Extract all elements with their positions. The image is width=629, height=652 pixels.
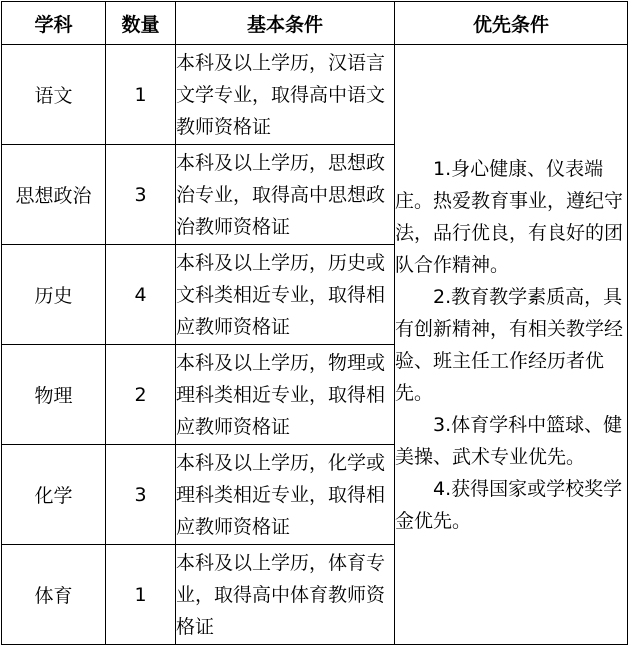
header-row: [2, 2, 628, 45]
header-preferred-requirements: 优先条件: [395, 2, 628, 45]
count-cell: 1: [106, 545, 176, 645]
basic-requirement-cell: 本科及以上学历，思想政治专业，取得高中思想政治教师资格证: [176, 145, 395, 245]
header-subject: 学科: [2, 2, 106, 45]
basic-requirement-cell: 本科及以上学历，化学或理科类相近专业，取得相应教师资格证: [176, 445, 395, 545]
subject-cell: 历史: [2, 245, 106, 345]
header-basic-requirements: 基本条件: [176, 2, 395, 45]
header-count: 数量: [106, 2, 176, 45]
subject-cell: 物理: [2, 345, 106, 445]
table-row: [2, 45, 628, 145]
count-cell: 1: [106, 45, 176, 145]
basic-requirement-cell: 本科及以上学历，汉语言文学专业，取得高中语文教师资格证: [176, 45, 395, 145]
basic-requirement-cell: 本科及以上学历，体育专业，取得高中体育教师资格证: [176, 545, 395, 645]
preferred-item: 1.身心健康、仪表端庄。热爱教育事业，遵纪守法，品行优良，有良好的团队合作精神。: [395, 157, 624, 276]
subject-cell: 化学: [2, 445, 106, 545]
basic-requirement-cell: 本科及以上学历，历史或文科类相近专业，取得相应教师资格证: [176, 245, 395, 345]
recruitment-requirements-table: [1, 1, 628, 645]
subject-cell: 思想政治: [2, 145, 106, 245]
subject-cell: 体育: [2, 545, 106, 645]
subject-cell: 语文: [2, 45, 106, 145]
count-cell: 4: [106, 245, 176, 345]
preferred-item: 4.获得国家或学校奖学金优先。: [395, 477, 623, 532]
preferred-requirements-cell: [395, 45, 628, 645]
preferred-item: 3.体育学科中篮球、健美操、武术专业优先。: [395, 413, 623, 468]
basic-requirement-cell: 本科及以上学历，物理或理科类相近专业，取得相应教师资格证: [176, 345, 395, 445]
count-cell: 2: [106, 345, 176, 445]
count-cell: 3: [106, 145, 176, 245]
preferred-item: 2.教育教学素质高，具有创新精神，有相关教学经验、班主任工作经历者优先。: [395, 285, 624, 404]
count-cell: 3: [106, 445, 176, 545]
